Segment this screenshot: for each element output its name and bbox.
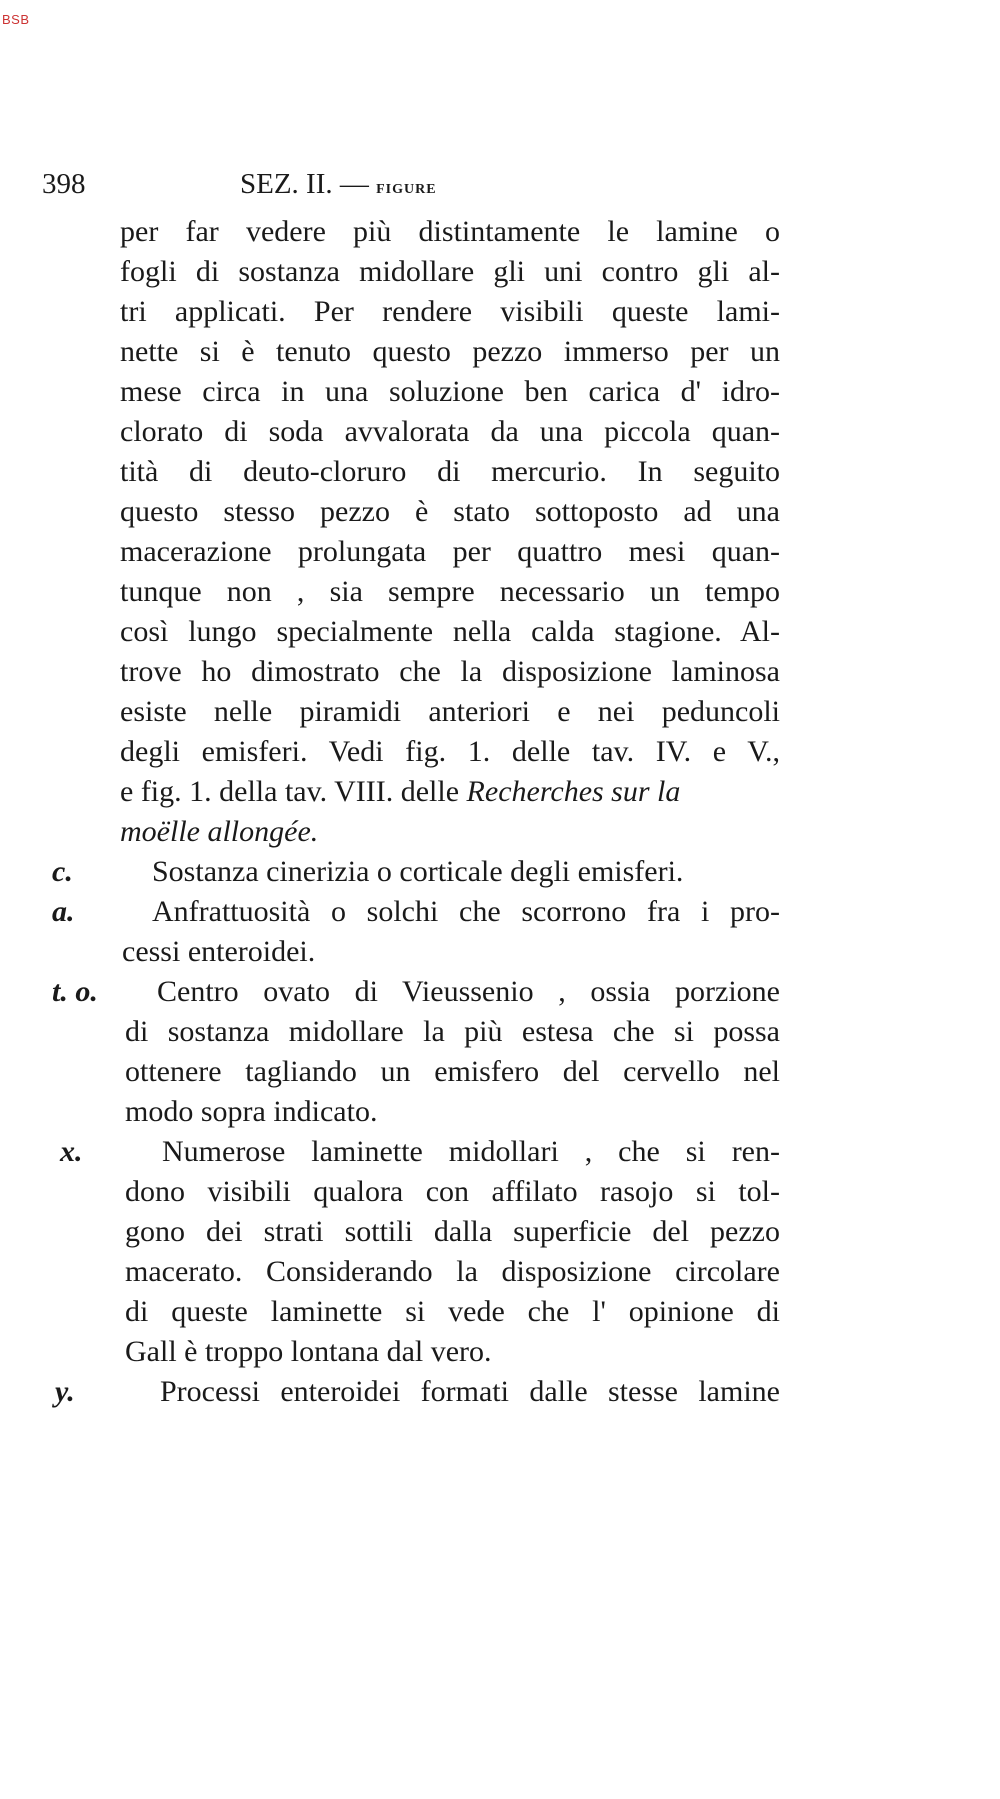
text-line: Sostanza cinerizia o corticale degli emisferi. [152, 855, 684, 888]
text-line: Processi enteroidei formati dalle stesse lamine [160, 1375, 780, 1408]
text-line: per far vedere più distintamente le lamine o [120, 215, 780, 248]
text-line: ottenere tagliando un emisfero del cervello nel [125, 1055, 780, 1088]
library-watermark: BSB [2, 12, 30, 27]
text-line: esiste nelle piramidi anteriori e nei peduncoli [120, 695, 780, 728]
text-line: nette si è tenuto questo pezzo immerso per un [120, 335, 780, 368]
running-head-small: figure [376, 176, 437, 198]
text-line: dono visibili qualora con affilato rasojo si tol- [125, 1175, 780, 1208]
text-line: tità di deuto-cloruro di mercurio. In seguito [120, 455, 780, 488]
running-head-section: SEZ. II. — [240, 168, 377, 200]
text-line: modo sopra indicato. [125, 1095, 378, 1128]
page-header [42, 168, 872, 208]
figure-label-marker: x. [60, 1135, 83, 1168]
text-line: Anfrattuosità o solchi che scorrono fra i pro- [152, 895, 780, 928]
text-line: Gall è troppo lontana dal vero. [125, 1335, 492, 1368]
text-line: così lungo specialmente nella calda stagione. Al- [120, 615, 780, 648]
text-line: clorato di soda avvalorata da una piccola quan- [120, 415, 780, 448]
text-line: Numerose laminette midollari , che si ren- [162, 1135, 780, 1168]
text-span: e fig. 1. della tav. VIII. delle [120, 775, 467, 808]
page-number: 398 [42, 168, 86, 200]
text-line: di sostanza midollare la più estesa che si possa [125, 1015, 780, 1048]
text-line: tunque non , sia sempre necessario un tempo [120, 575, 780, 608]
text-line: questo stesso pezzo è stato sottoposto ad una [120, 495, 780, 528]
text-line: tri applicati. Per rendere visibili queste lami- [120, 295, 780, 328]
book-title-line: moëlle allongée. [120, 815, 319, 848]
text-line [120, 770, 780, 814]
text-line: gono dei strati sottili dalla superficie del pezzo [125, 1215, 780, 1248]
book-title: Recherches sur la [466, 775, 681, 808]
figure-label-marker: c. [52, 855, 73, 888]
figure-label-marker: t. o. [52, 975, 98, 1008]
text-line: Centro ovato di Vieussenio , ossia porzione [157, 975, 780, 1008]
text-line: fogli di sostanza midollare gli uni contro gli al- [120, 255, 780, 288]
running-head [240, 168, 437, 201]
figure-label-marker: a. [52, 895, 75, 928]
text-line: trove ho dimostrato che la disposizione laminosa [120, 655, 780, 688]
text-line: macerato. Considerando la disposizione circolare [125, 1255, 780, 1288]
text-line: mese circa in una soluzione ben carica d' idro- [120, 375, 780, 408]
text-line: degli emisferi. Vedi fig. 1. delle tav. IV. e V., [120, 735, 780, 768]
text-line: di queste laminette si vede che l' opinione di [125, 1295, 780, 1328]
text-line: macerazione prolungata per quattro mesi quan- [120, 535, 780, 568]
figure-label-marker: y. [55, 1375, 75, 1408]
text-line: cessi enteroidei. [122, 935, 316, 968]
